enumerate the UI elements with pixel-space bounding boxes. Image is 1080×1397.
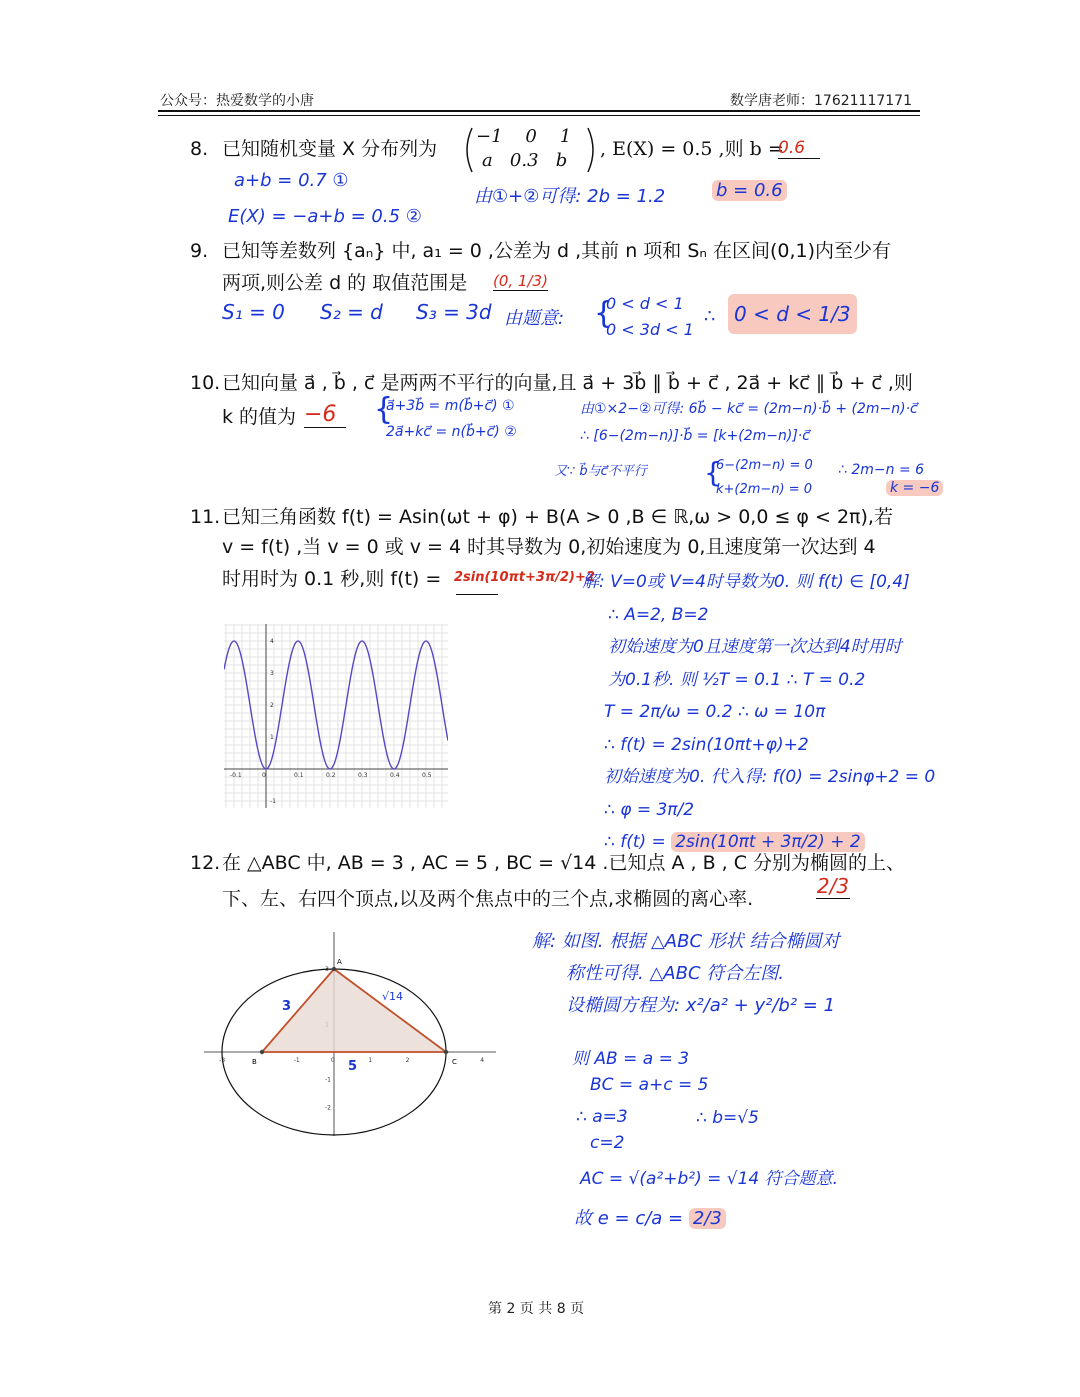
q10-work-8: ∴ 2m−n = 6	[838, 462, 925, 478]
y-tick-label: -2	[325, 1104, 331, 1112]
q12-line-2: 下、左、右四个顶点,以及两个焦点中的三个点,求椭圆的离心率.	[222, 888, 754, 910]
point-c-label: C	[452, 1058, 457, 1066]
q9-work-5: 0 < d < 1	[606, 294, 684, 313]
header-rule-thin	[158, 115, 920, 116]
q10-work-5: 又∵ b⃗与c⃗不平行	[554, 464, 647, 479]
header-rule	[158, 110, 920, 112]
q12-work-2: 称性可得. △ABC 符合左图.	[566, 963, 784, 984]
q12-number: 12.	[190, 852, 221, 874]
q12-work-5: BC = a+c = 5	[590, 1075, 709, 1095]
q12-work-8: ∴ b=√5	[696, 1108, 759, 1128]
y-tick-label: 3	[270, 670, 274, 677]
q11-line-3: 时用时为 0.1 秒,则 f(t) =	[222, 568, 442, 590]
q12-work-3: 设椭圆方程为: x²/a² + y²/b² = 1	[566, 995, 836, 1016]
q10-brace: {	[374, 392, 394, 427]
y-tick-label: 4	[270, 638, 274, 645]
q9-work-3: S₃ = 3d	[416, 300, 492, 324]
q11-work-8: ∴ φ = 3π/2	[604, 799, 695, 820]
y-tick-label: 3	[325, 965, 329, 973]
point-a-label: A	[337, 958, 342, 966]
q9-work-6: 0 < 3d < 1	[606, 320, 694, 339]
x-tick-label: 0.1	[294, 772, 304, 779]
x-tick-label: -0.1	[230, 772, 242, 779]
x-tick-label: 0.3	[358, 772, 368, 779]
q9-number: 9.	[190, 240, 209, 262]
q10-work-9-box	[886, 480, 943, 496]
q12-work-10	[574, 1204, 726, 1230]
q8-work-4-box	[712, 180, 787, 201]
q8-work-1: a+b = 0.7 ①	[234, 170, 349, 191]
q12-final: 2/3	[689, 1208, 726, 1229]
q11-work-3: 初始速度为0且速度第一次达到4时用时	[608, 637, 902, 657]
y-tick-label: -1	[270, 798, 276, 805]
x-tick-label: 4	[480, 1057, 485, 1064]
q10-brace-2: {	[704, 456, 722, 489]
q10-work-7: k+(2m−n) = 0	[716, 482, 813, 497]
sine-graph-svg	[224, 624, 448, 808]
x-tick-label: 0.4	[390, 772, 400, 779]
q10-work-9: k = −6	[886, 480, 943, 496]
side-ac-label: √14	[382, 990, 404, 1003]
q12-work-b	[572, 1046, 708, 1098]
q11-work-2: ∴ A=2, B=2	[608, 604, 709, 625]
q11-work-7: 初始速度为0. 代入得: f(0) = 2sinφ+2 = 0	[604, 767, 936, 787]
q10-line-1: 已知向量 a⃗ , b⃗ , c⃗ 是两两不平行的向量,且 a⃗ + 3b⃗ ∥ b⃗ + c⃗ , 2a⃗ + kc⃗ ∥ b⃗ + c⃗ ,则	[222, 372, 913, 394]
q9-work-2: S₂ = d	[320, 300, 383, 324]
q11-work-9-text: ∴ f(t) =	[604, 832, 666, 852]
q11-work-1: 解: V=0或 V=4时导数为0. 则 f(t) ∈ [0,4]	[582, 572, 910, 592]
q11-answer: 2sin(10πt+3π/2)+2	[454, 570, 595, 585]
page-footer: 第 2 页 共 8 页	[488, 1301, 585, 1317]
q11-line-1: 已知三角函数 f(t) = Asin(ωt + φ) + B(A > 0 ,B ∈ ℝ,ω > 0,0 ≤ φ < 2π),若	[222, 506, 893, 528]
q12-work-4: 则 AB = a = 3	[572, 1049, 690, 1069]
x-tick-label: 0	[262, 772, 266, 779]
q9-work-4: 由题意:	[504, 308, 565, 329]
q10-line-2: k 的值为	[222, 406, 297, 428]
q8-work-3: 由①+②可得: 2b = 1.2	[474, 186, 666, 207]
matrix-top-row: −1 0 1	[476, 126, 572, 147]
q11-work	[582, 566, 935, 859]
q10-work-3: 由①×2−②可得: 6b⃗ − kc⃗ = (2m−n)·b⃗ + (2m−n)·c⃗	[580, 401, 918, 417]
q12-answer: 2/3	[816, 874, 850, 898]
q8-number: 8.	[190, 138, 209, 160]
x-tick-label: 2	[405, 1057, 410, 1064]
q11-work-5: T = 2π/ω = 0.2 ∴ ω = 10π	[604, 702, 826, 722]
header-left: 公众号：热爱数学的小唐	[160, 93, 314, 109]
q11-final: 2sin(10πt + 3π/2) + 2	[671, 832, 864, 852]
q8-work-4: b = 0.6	[712, 180, 787, 201]
q10-work-1: a⃗+3b⃗ = m(b⃗+c⃗) ①	[386, 398, 515, 414]
q9-work-7: ∴	[704, 306, 716, 327]
x-tick-label: 0.2	[326, 772, 336, 779]
side-bc-label: 5	[348, 1059, 358, 1074]
q12-work-10-text: 故 e = c/a =	[574, 1208, 684, 1229]
matrix-bottom-row: a 0.3 b	[482, 150, 568, 171]
ellipse-graph	[200, 928, 500, 1138]
q10-number: 10.	[190, 372, 221, 394]
q12-work	[532, 926, 839, 1022]
point-b-label: B	[252, 1058, 257, 1066]
q8-work-2: E(X) = −a+b = 0.5 ②	[228, 206, 422, 227]
q11-work-4: 为0.1秒. 则 ½T = 0.1 ∴ T = 0.2	[608, 669, 866, 690]
sine-graph	[224, 624, 448, 808]
q8-text2: , E(X) = 0.5 ,则 b =	[600, 138, 784, 160]
q9-line-1: 已知等差数列 {aₙ} 中, a₁ = 0 ,公差为 d ,其前 n 项和 Sₙ 在区间(0,1)内至少有	[222, 240, 892, 262]
q11-line-2: v = f(t) ,当 v = 0 或 v = 4 时其导数为 0,初始速度为 0,且速度第一次达到 4	[222, 536, 876, 558]
q12-work-9: AC = √(a²+b²) = √14 符合题意.	[580, 1169, 839, 1189]
q10-work-4: ∴ [6−(2m−n)]·b⃗ = [k+(2m−n)]·c⃗	[580, 428, 810, 444]
q9-brace: {	[594, 296, 614, 331]
q9-work-8-box	[728, 294, 857, 334]
q12-work-6: ∴ a=3	[576, 1107, 628, 1127]
q11-number: 11.	[190, 506, 221, 528]
y-tick-label: 1	[270, 734, 274, 741]
q10-answer: −6	[304, 402, 346, 428]
q10-work-6: 6−(2m−n) = 0	[716, 458, 813, 473]
q12-line-1: 在 △ABC 中, AB = 3 , AC = 5 , BC = √14 .已知点 A , B , C 分别为椭圆的上、	[222, 852, 906, 874]
q12-work-1: 解: 如图. 根据 △ABC 形状 结合椭圆对	[532, 931, 840, 952]
q8-text: 已知随机变量 X 分布列为	[222, 138, 438, 160]
q8-matrix	[462, 126, 598, 174]
q11-answer-blank	[456, 594, 498, 595]
q9-work-8: 0 < d < 1/3	[728, 294, 857, 334]
x-tick-label: 0.5	[422, 772, 432, 779]
x-tick-label: -1	[293, 1057, 300, 1064]
x-tick-label: 0	[331, 1057, 335, 1064]
q8-answer: 0.6	[778, 138, 820, 159]
q12-work-c	[576, 1104, 628, 1156]
q9-work-1: S₁ = 0	[222, 300, 285, 324]
y-tick-label: 2	[270, 702, 274, 709]
q11-work-6: ∴ f(t) = 2sin(10πt+φ)+2	[604, 734, 809, 755]
y-tick-label: -1	[325, 1076, 331, 1084]
x-tick-label: 1	[368, 1057, 373, 1064]
q10-work-2: 2a⃗+kc⃗ = n(b⃗+c⃗) ②	[386, 424, 517, 440]
side-ab-label: 3	[282, 999, 292, 1014]
header-right: 数学唐老师：17621117171	[730, 93, 912, 109]
q9-answer: (0, 1/3)	[493, 272, 548, 290]
q9-line-2: 两项,则公差 d 的 取值范围是	[222, 272, 468, 294]
ellipse-graph-svg	[200, 928, 500, 1138]
x-tick-label: -3	[219, 1057, 226, 1064]
q12-work-7: c=2	[590, 1133, 625, 1153]
